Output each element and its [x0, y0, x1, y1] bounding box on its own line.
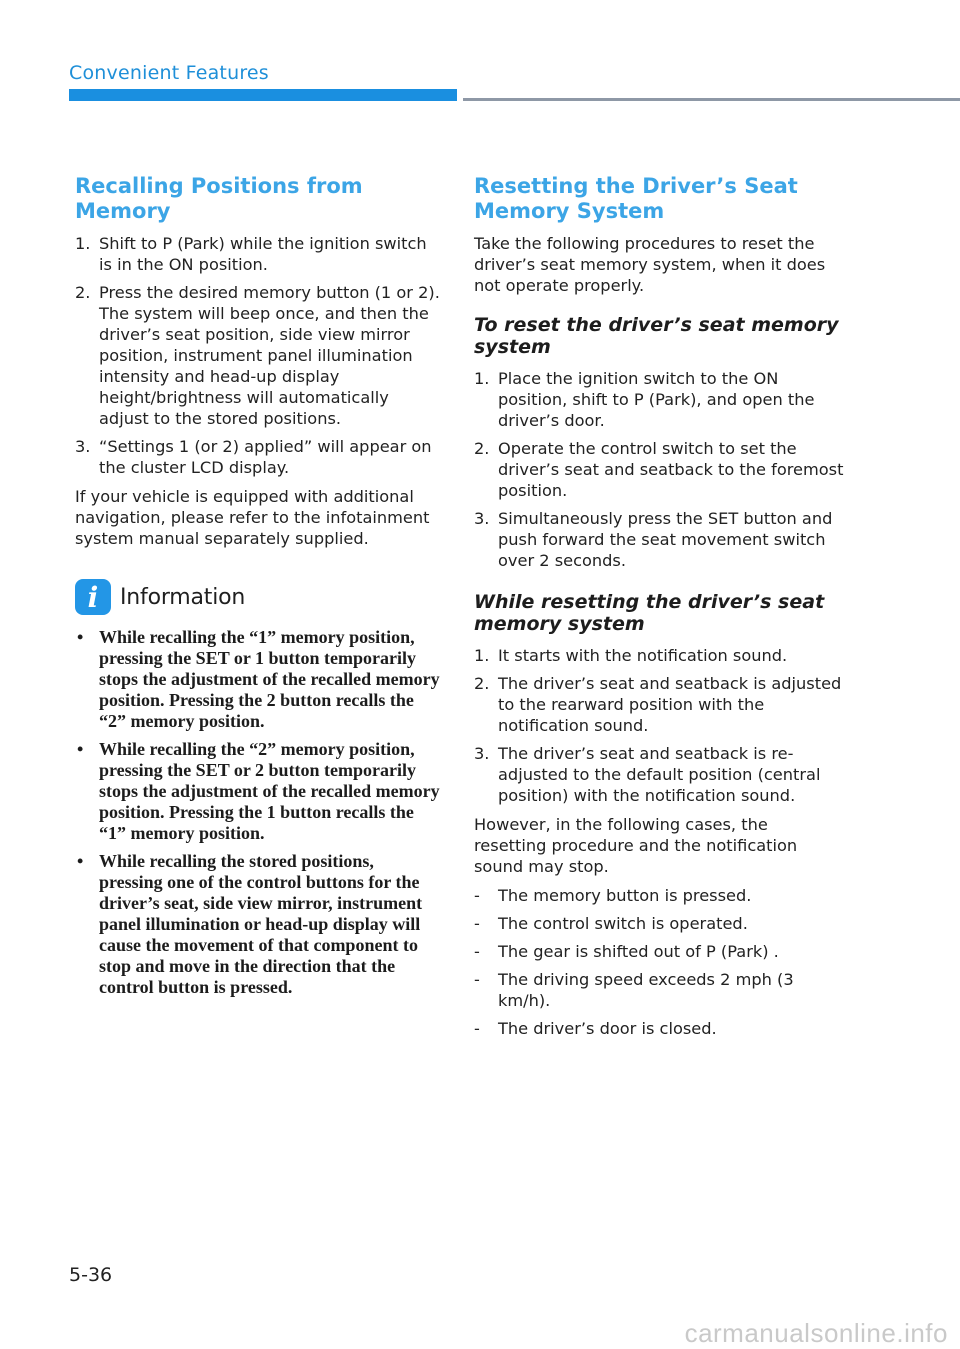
left-column: [75, 174, 440, 1005]
section-title: Convenient Features: [69, 62, 269, 84]
stop-cases-intro: However, in the following cases, the resetting procedure and the notification sound may stop.: [474, 815, 798, 876]
while-resetting-steps-list: [474, 645, 844, 806]
list-item: - The driver’s door is closed.: [474, 1019, 717, 1038]
navigation-note: If your vehicle is equipped with additional navigation, please refer to the infotainment system manual separately supplied.: [75, 487, 430, 548]
stop-cases-list: [474, 885, 844, 1039]
list-item: - The gear is shifted out of P (Park) .: [474, 942, 779, 961]
watermark: carmanualsonline.info: [684, 1318, 948, 1348]
list-item: - The memory button is pressed.: [474, 886, 752, 905]
bullet-icon: •: [77, 739, 84, 759]
list-item: 3. “Settings 1 (or 2) applied” will appear on the cluster LCD display.: [75, 437, 432, 477]
list-item: 3. The driver’s seat and seatback is re-adjusted to the default position (central position) with the notification sound.: [474, 744, 821, 805]
reset-steps-list: [474, 368, 844, 571]
bullet-icon: •: [77, 851, 84, 871]
recalling-positions-heading: Recalling Positions from Memory: [75, 174, 363, 223]
while-resetting-subheading: While resetting the driver’s seat memory system: [474, 591, 825, 635]
list-item: 2. Operate the control switch to set the driver’s seat and seatback to the foremost position.: [474, 439, 844, 500]
bullet-icon: •: [77, 627, 84, 647]
list-item: 2. Press the desired memory button (1 or 2). The system will beep once, and then the driver’s seat position, side view mirror position, instrument panel illumination intensity and head-up display height/brightness will automatically adjust to the stored positions.: [75, 283, 440, 428]
list-item: • While recalling the “2” memory position, pressing the SET or 2 button temporarily stops the adjustment of the recalled memory position. Pressing the 1 button recalls the “1” memory position.: [77, 739, 440, 843]
reset-procedure-subheading: To reset the driver’s seat memory system: [474, 314, 839, 358]
header-divider-line: [463, 98, 960, 101]
information-header: [75, 579, 440, 615]
recall-steps-list: [75, 233, 440, 478]
list-item: - The driving speed exceeds 2 mph (3 km/h).: [474, 970, 794, 1010]
list-item: 1. It starts with the notification sound.: [474, 646, 788, 665]
list-item: 1. Place the ignition switch to the ON position, shift to P (Park), and open the driver’s door.: [474, 369, 815, 430]
list-item: • While recalling the “1” memory position, pressing the SET or 1 button temporarily stops the adjustment of the recalled memory position. Pressing the 2 button recalls the “2” memory position.: [77, 627, 440, 731]
information-title: Information: [120, 584, 246, 610]
list-item: 1. Shift to P (Park) while the ignition switch is in the ON position.: [75, 234, 427, 274]
list-item: - The control switch is operated.: [474, 914, 748, 933]
page-number: 5-36: [69, 1264, 113, 1286]
list-item: 3. Simultaneously press the SET button and push forward the seat movement switch over 2 seconds.: [474, 509, 833, 570]
information-icon: i: [75, 579, 111, 615]
resetting-memory-heading: Resetting the Driver’s Seat Memory System: [474, 174, 798, 223]
information-list: [75, 627, 440, 998]
list-item: 2. The driver’s seat and seatback is adjusted to the rearward position with the notification sound.: [474, 674, 842, 735]
reset-intro: Take the following procedures to reset the driver’s seat memory system, when it does not operate properly.: [474, 234, 826, 295]
list-item: • While recalling the stored positions, pressing one of the control buttons for the driver’s seat, side view mirror, instrument panel illumination or head-up display will cause the movement of that component to stop and move in the direction that the control button is pressed.: [77, 851, 423, 997]
header-accent-bar: [69, 89, 457, 101]
right-column: [474, 174, 844, 1047]
